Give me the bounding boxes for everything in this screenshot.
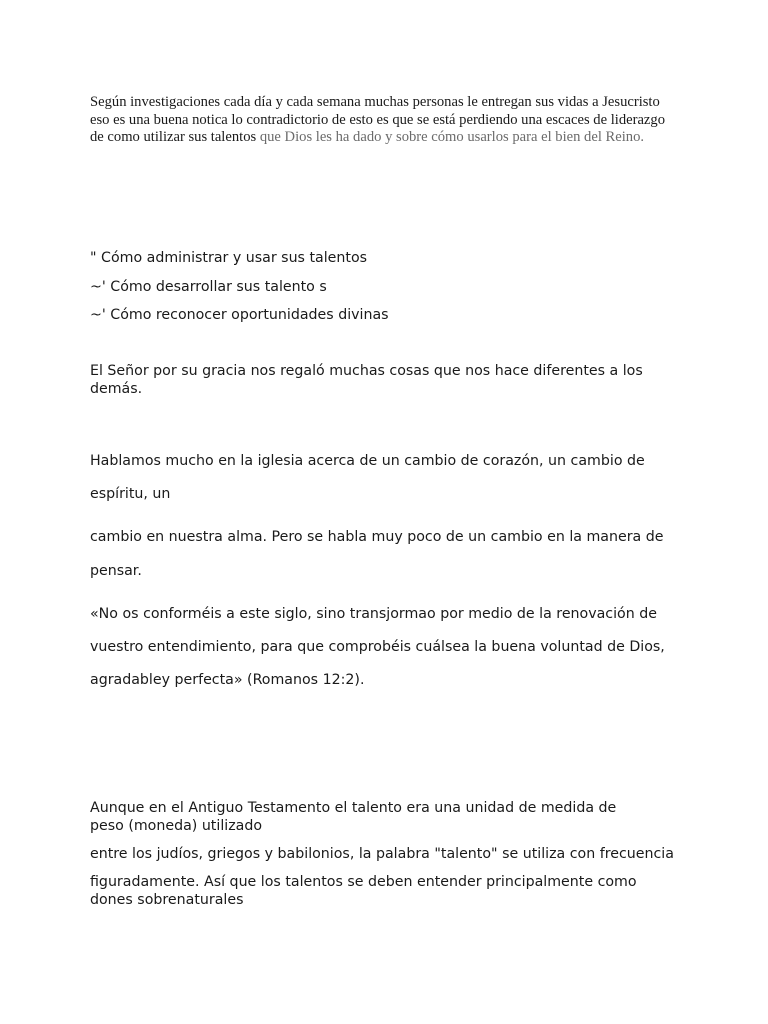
change-line: cambio en nuestra alma. Pero se habla muy poco de un cambio en la manera de [90,529,664,545]
gift-paragraph: El Señor por su gracia nos regaló muchas cosas que nos hace diferentes a los demás. [90,363,643,397]
change-line: espíritu, un [90,486,171,502]
intro-text: Según investigaciones cada día y cada semana muchas personas le entregan sus vidas a Jesucristo eso es una buena notica lo contradictorio de esto es que se está perdiendo una escaces de liderazgo de como utilizar sus talentos [90,94,666,145]
scripture-quote-line: agradabley perfecta» (Romanos 12:2). [90,672,365,688]
bullet-item: ~' Cómo desarrollar sus talento s [90,279,327,295]
change-line: Hablamos mucho en la iglesia acerca de un cambio de corazón, un cambio de [90,453,645,469]
scripture-quote-line: vuestro entendimiento, para que comprobéis cuálsea la buena voluntad de Dios, [90,639,665,655]
talent-paragraph: Aunque en el Antiguo Testamento el talento era una unidad de medida de peso (moneda) utilizado [90,800,617,834]
change-line: pensar. [90,563,142,579]
bullet-item: " Cómo administrar y usar sus talentos [90,250,368,266]
talent-paragraph: entre los judíos, griegos y babilonios, la palabra "talento" se utiliza con frecuencia [90,846,674,862]
scripture-quote-line: «No os conforméis a este siglo, sino transjormao por medio de la renovación de [90,606,657,622]
intro-paragraph [90,94,682,147]
bullet-item: ~' Cómo reconocer oportunidades divinas [90,307,389,323]
intro-text-faded: que Dios les ha dado y sobre cómo usarlos para el bien del Reino. [259,129,645,145]
talent-paragraph: figuradamente. Así que los talentos se deben entender principalmente como dones sobrenaturales [90,874,637,908]
